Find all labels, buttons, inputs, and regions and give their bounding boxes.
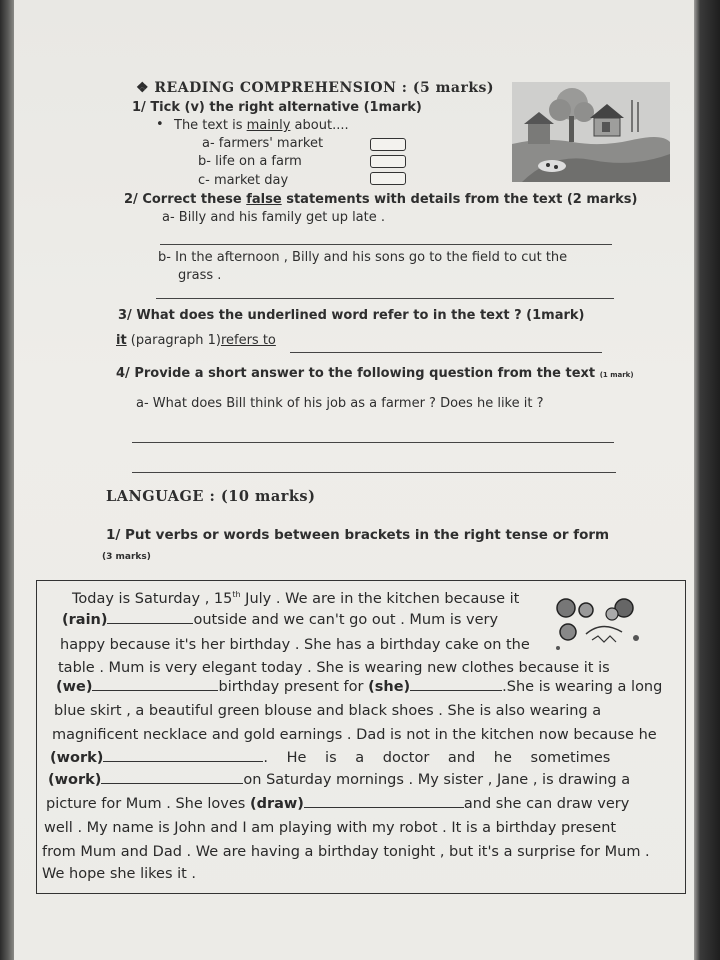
statement-a: a- Billy and his family get up late . <box>162 210 386 225</box>
option-a: a- farmers' market <box>202 136 324 151</box>
passage-line-1: Today is Saturday , 15th July . We are in the kitchen because it <box>72 590 520 607</box>
question-2: 2/ Correct these false statements with details from the text (2 marks) <box>124 192 638 207</box>
answer-line-2b[interactable] <box>156 298 614 299</box>
passage-line-13: We hope she likes it . <box>42 866 197 882</box>
reading-title: ❖ READING COMPREHENSION : (5 marks) <box>136 80 495 96</box>
statement-b-line1: b- In the afternoon , Billy and his sons go to the field to cut the <box>158 250 568 265</box>
question-3-prompt: it (paragraph 1)refers to <box>116 333 276 348</box>
question-1: 1/ Tick (v) the right alternative (1mark) <box>132 100 422 115</box>
language-question-1: 1/ Put verbs or words between brackets in the right tense or form <box>106 527 610 543</box>
question-3: 3/ What does the underlined word refer to in the text ? (1mark) <box>118 308 585 323</box>
passage-line-6: blue skirt , a beautiful green blouse and black shoes . She is also wearing a <box>54 703 602 719</box>
passage-line-10: picture for Mum . She loves (draw) and she can draw very <box>46 796 630 812</box>
blank-rain[interactable] <box>107 623 193 624</box>
option-c: c- market day <box>198 173 289 188</box>
answer-line-2a[interactable] <box>160 244 612 245</box>
farm-illustration <box>512 82 670 182</box>
passage-line-2: (rain) outside and we can't go out . Mum is very <box>62 612 499 628</box>
passage-line-11: well . My name is John and I am playing with my robot . It is a birthday present <box>44 820 617 836</box>
tick-box-c[interactable] <box>370 172 406 185</box>
statement-b-line2: grass . <box>178 268 222 283</box>
language-title: LANGUAGE : (10 marks) <box>106 488 316 505</box>
blank-draw[interactable] <box>304 807 464 808</box>
blank-work-1[interactable] <box>103 761 263 762</box>
question-4: 4/ Provide a short answer to the following question from the text (1 mark) <box>116 366 634 381</box>
language-question-1-marks: (3 marks) <box>102 552 151 562</box>
passage-line-4: table . Mum is very elegant today . She is wearing new clothes because it is <box>58 660 610 676</box>
question-4a: a- What does Bill think of his job as a farmer ? Does he like it ? <box>136 396 544 411</box>
tick-box-a[interactable] <box>370 138 406 151</box>
underlined-word-mainly: mainly <box>246 118 291 133</box>
passage-line-3: happy because it's her birthday . She has a birthday cake on the <box>60 637 530 653</box>
passage-line-9: (work) on Saturday mornings . My sister , Jane , is drawing a <box>48 772 631 788</box>
passage-line-8: (work) . He is a doctor and he sometimes <box>50 750 611 766</box>
answer-line-4a-1[interactable] <box>132 442 614 443</box>
bullet: • <box>156 117 164 132</box>
passage-line-12: from Mum and Dad . We are having a birthday tonight , but it's a surprise for Mum . <box>42 844 650 860</box>
passage-line-7: magnificent necklace and gold earnings . Dad is not in the kitchen now because he <box>52 727 657 743</box>
answer-line-4a-2[interactable] <box>132 472 616 473</box>
question-1-stem: The text is mainly about.... <box>174 118 349 133</box>
passage-line-5: (we) birthday present for (she) .She is wearing a long <box>56 679 663 695</box>
blank-she[interactable] <box>410 690 502 691</box>
blank-work-2[interactable] <box>101 783 243 784</box>
birthday-cake-clipart <box>552 596 650 654</box>
option-b: b- life on a farm <box>198 154 302 169</box>
answer-line-3[interactable] <box>290 352 602 353</box>
blank-we[interactable] <box>92 690 218 691</box>
tick-box-b[interactable] <box>370 155 406 168</box>
